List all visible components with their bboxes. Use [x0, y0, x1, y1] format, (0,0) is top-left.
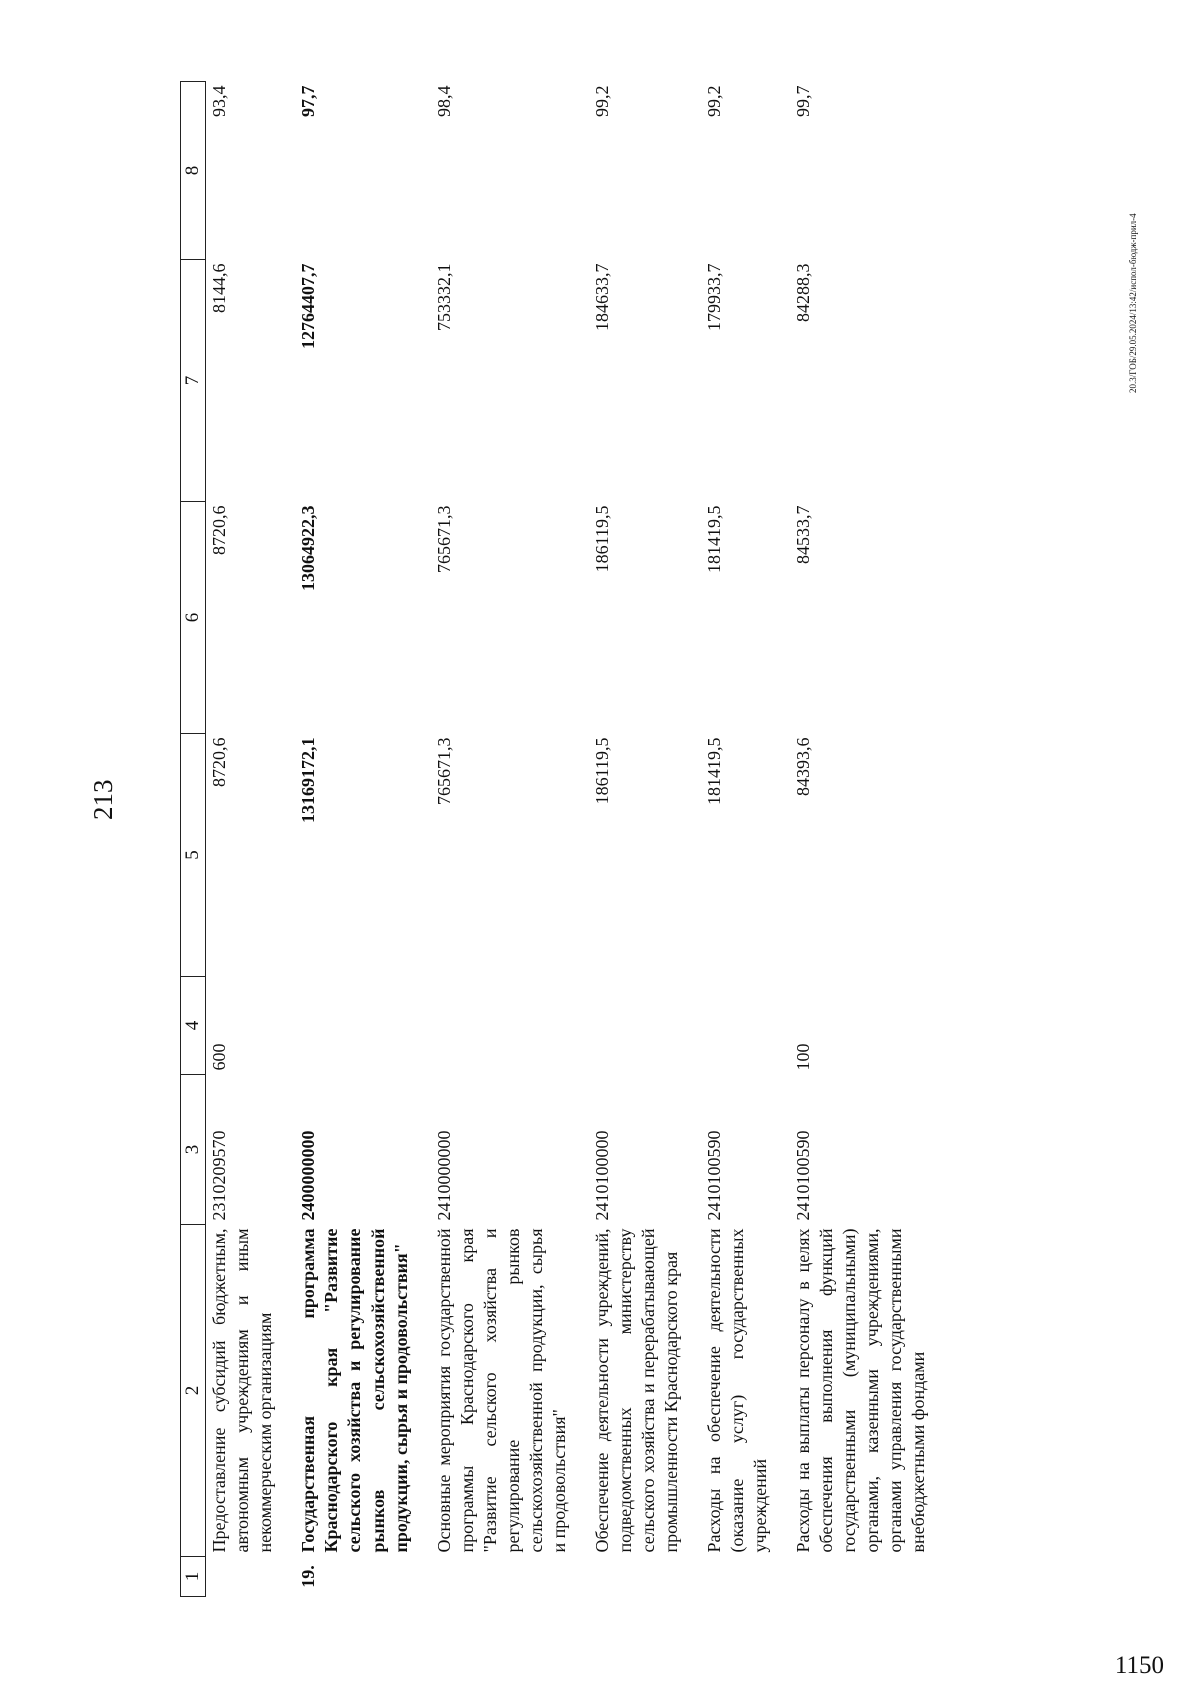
expense-name: Предоставление субсидий бюджетным, автономным учреждениям и иным некоммерческим организациям — [209, 1228, 276, 1553]
amount-col6: 84533,7 — [792, 505, 813, 564]
table-row — [778, 82, 936, 1597]
row-number — [206, 1557, 284, 1597]
expense-name: Обеспечение деятельности учреждений, подведомственных министерству сельского хозяйства и перерабатывающей промышленности Краснодарского края — [591, 1228, 681, 1553]
expense-type-code — [689, 977, 778, 1075]
row-number — [689, 1557, 778, 1597]
amount-col7: 179933,7 — [703, 263, 724, 331]
expense-type-code — [283, 977, 418, 1075]
amount-col5: 84393,6 — [792, 737, 813, 796]
expense-type-code — [419, 977, 577, 1075]
row-number — [577, 1557, 689, 1597]
column-header: 8 — [181, 82, 206, 260]
page-number: 213 — [88, 779, 118, 820]
amount-col6: 186119,5 — [591, 505, 612, 573]
percent-col8: 97,7 — [298, 85, 319, 117]
target-article-code: 2310209570 — [209, 1130, 230, 1221]
row-number: 19. — [298, 1565, 319, 1588]
percent-col8: 93,4 — [209, 85, 230, 117]
amount-col5: 181419,5 — [703, 737, 724, 805]
column-header: 4 — [181, 977, 206, 1075]
target-article-code: 2400000000 — [298, 1130, 319, 1221]
amount-col7: 184633,7 — [591, 263, 612, 331]
percent-col8: 98,4 — [433, 85, 454, 117]
target-article-code: 2410100000 — [591, 1130, 612, 1221]
amount-col6: 8720,6 — [209, 505, 230, 555]
amount-col5: 8720,6 — [209, 737, 230, 787]
document-footer-code: 20.3/ГОБ/29.05.2024/13:42/испол-бюдж-прил-4 — [1128, 213, 1138, 393]
column-header: 3 — [181, 1075, 206, 1225]
expense-name: Расходы на выплаты персоналу в целях обеспечения выполнения функций государственными (муниципальными) органами, казенными учреждениями, органами управления государственными внебюджетными фондами — [792, 1228, 929, 1553]
amount-col5: 186119,5 — [591, 737, 612, 805]
amount-col5: 13169172,1 — [298, 737, 319, 823]
table-row — [689, 82, 778, 1597]
expense-type-code: 100 — [792, 1043, 813, 1071]
amount-col5: 765671,3 — [433, 737, 454, 805]
column-header: 2 — [181, 1225, 206, 1557]
expense-type-code: 600 — [209, 1043, 230, 1071]
amount-col6: 13064922,3 — [298, 505, 319, 591]
column-header: 5 — [181, 734, 206, 977]
expense-name: Расходы на обеспечение деятельности (оказание услуг) государственных учреждений — [703, 1228, 770, 1553]
target-article-code: 2410000000 — [433, 1130, 454, 1221]
column-number-header-row — [181, 82, 206, 1597]
column-header: 1 — [181, 1557, 206, 1597]
table-row — [577, 82, 689, 1597]
amount-col6: 765671,3 — [433, 505, 454, 573]
table-row — [419, 82, 577, 1597]
percent-col8: 99,7 — [792, 85, 813, 117]
row-number — [778, 1557, 936, 1597]
target-article-code: 2410100590 — [703, 1130, 724, 1221]
column-header: 7 — [181, 260, 206, 502]
percent-col8: 99,2 — [703, 85, 724, 117]
expense-type-code — [577, 977, 689, 1075]
amount-col6: 181419,5 — [703, 505, 724, 573]
table-row — [283, 82, 418, 1597]
table-row — [206, 82, 284, 1597]
column-header: 6 — [181, 502, 206, 734]
row-number — [419, 1557, 577, 1597]
expense-name: Основные мероприятия государственной программы Краснодарского края "Развитие сельского хозяйства и регулирование рынков сельскохозяйственной продукции, сырья и продовольствия" — [433, 1228, 569, 1553]
budget-table-container — [180, 82, 936, 1597]
expense-name: Государственная программа Краснодарского края "Развитие сельского хозяйства и регулирование рынков сельскохозяйственной продукции, сырья и продовольствия" — [298, 1228, 411, 1553]
amount-col7: 12764407,7 — [298, 263, 319, 349]
sheet-number: 1150 — [1114, 1652, 1164, 1679]
amount-col7: 8144,6 — [209, 263, 230, 313]
target-article-code: 2410100590 — [792, 1130, 813, 1221]
budget-table — [180, 81, 936, 1597]
amount-col7: 753332,1 — [433, 263, 454, 331]
percent-col8: 99,2 — [591, 85, 612, 117]
amount-col7: 84288,3 — [792, 263, 813, 322]
